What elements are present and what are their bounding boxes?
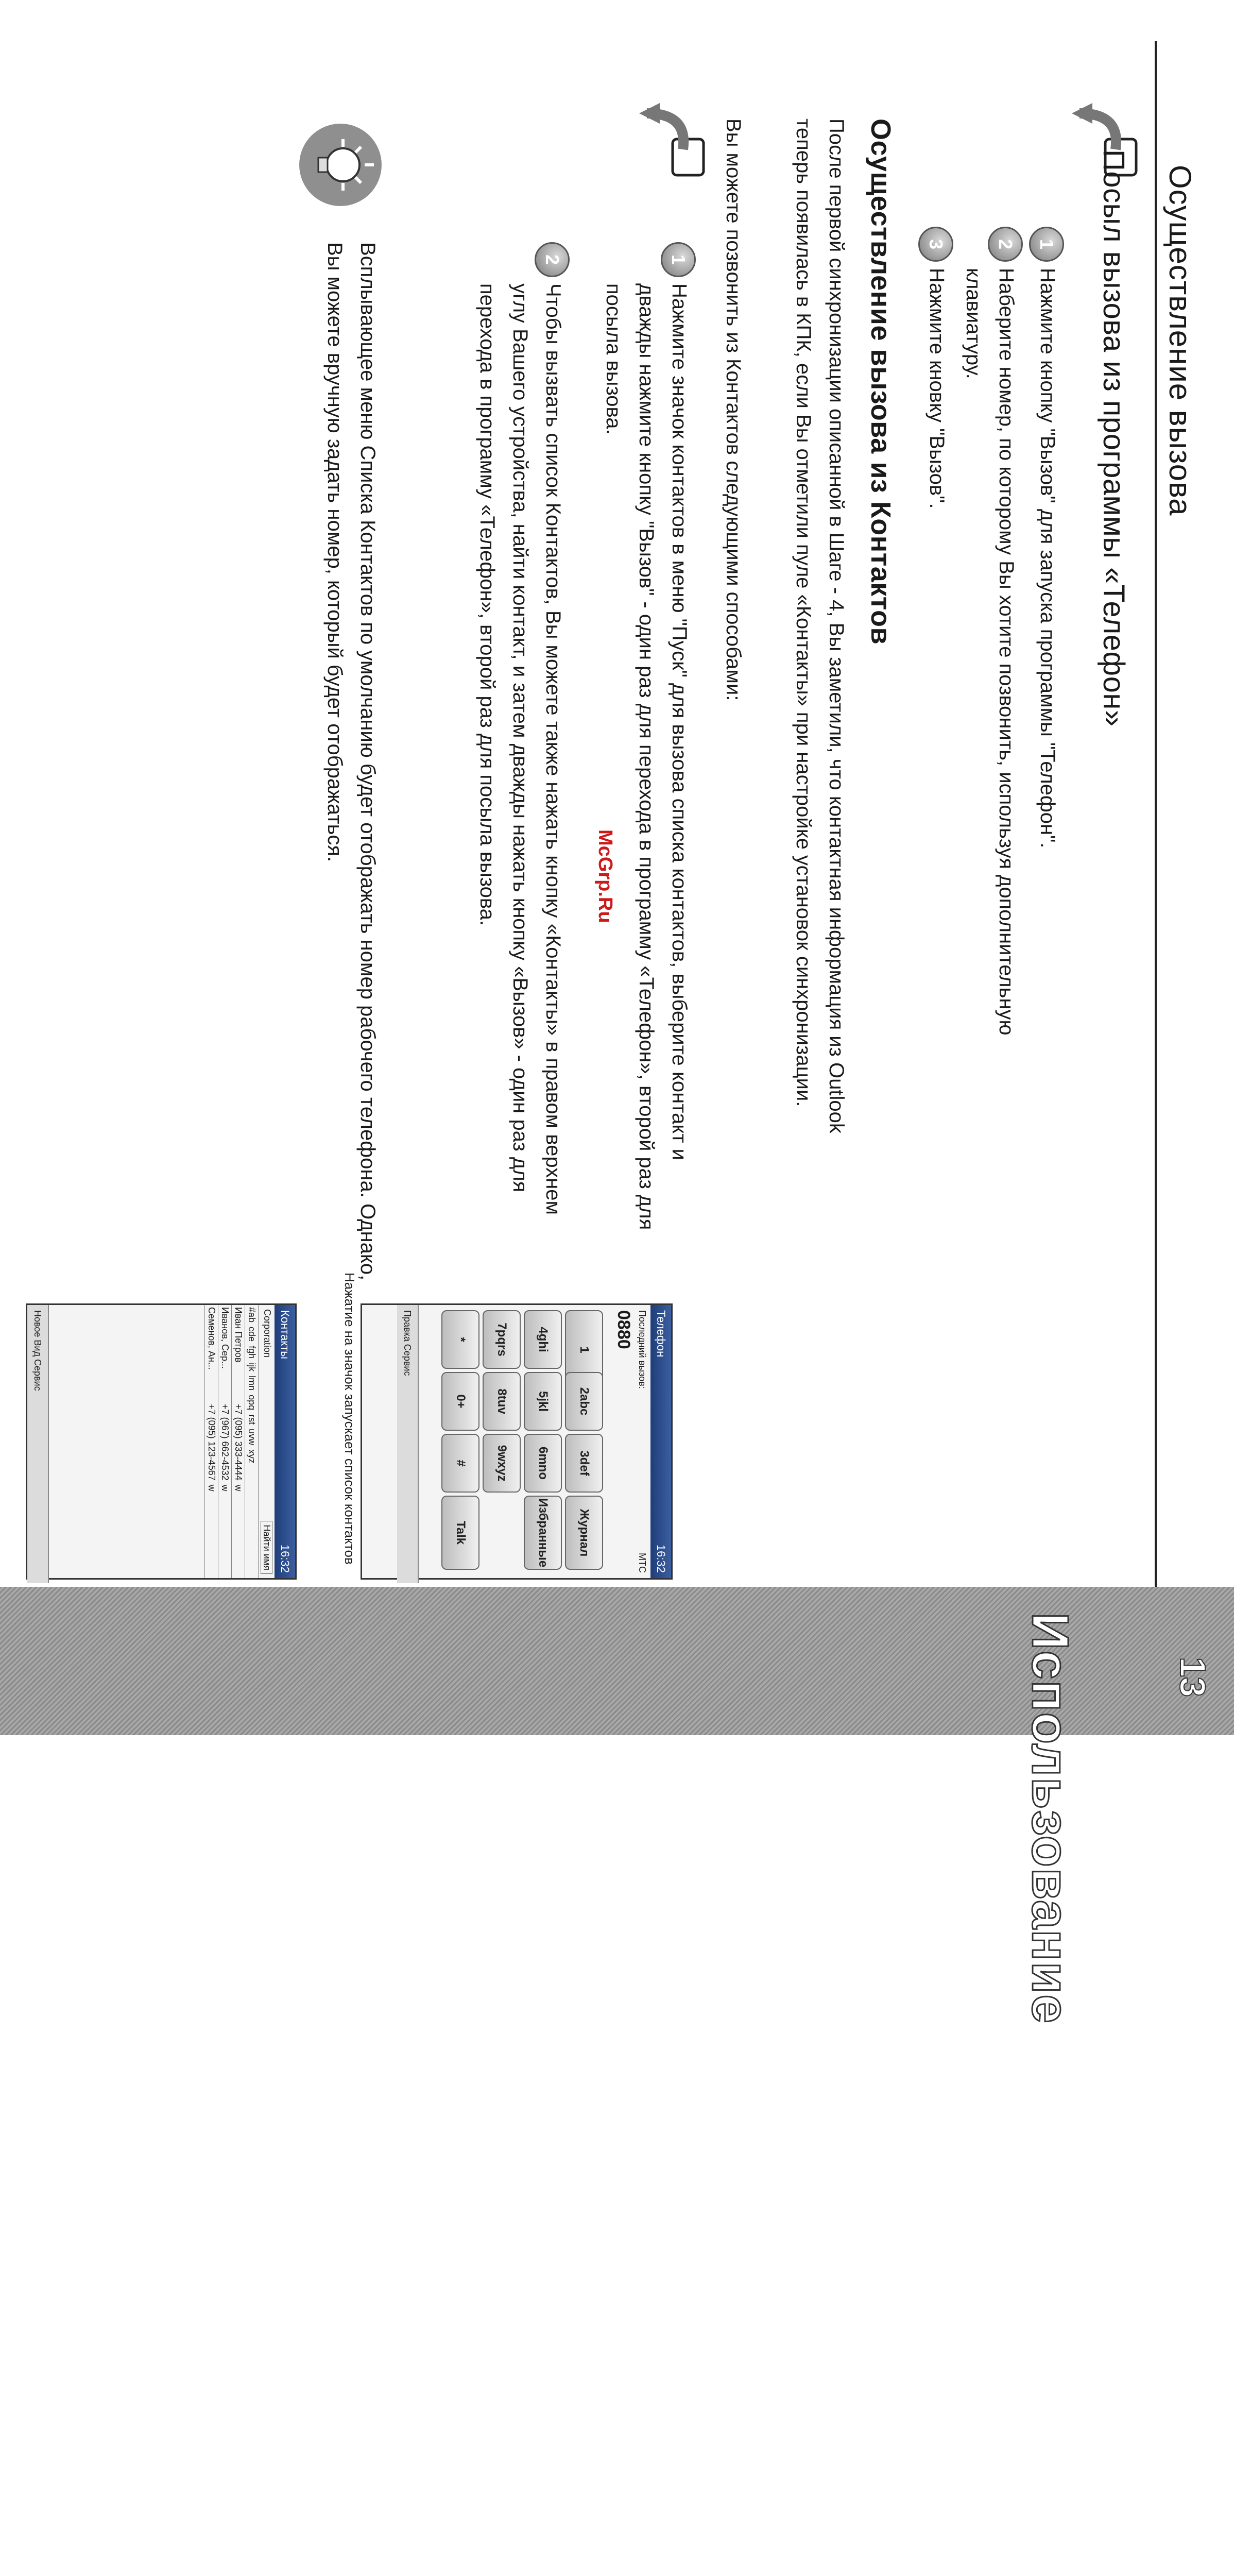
find-name-input[interactable]: Найти имя — [261, 1521, 272, 1574]
page-divider-line — [1155, 41, 1157, 1587]
key-star[interactable]: * — [441, 1310, 479, 1369]
talk-button[interactable]: Talk — [441, 1496, 479, 1570]
sub1-step-2-text: Наберите номер, по которому Вы хотите позвонить, используя дополнительную клавиатуру. — [962, 268, 1018, 1036]
alpha-tab[interactable]: lmn — [247, 1376, 257, 1391]
contacts-screenshot — [26, 1303, 297, 1580]
key-4[interactable]: 4ghi — [524, 1310, 562, 1369]
curved-arrow-icon — [637, 103, 709, 185]
key-6[interactable]: 6mno — [524, 1434, 562, 1493]
alpha-tab[interactable]: rst — [247, 1414, 257, 1425]
watermark: McGrp.Ru — [594, 829, 616, 923]
side-tab-title: Использование — [1021, 1613, 1079, 2025]
step-badge: 2 — [988, 227, 1023, 262]
alpha-tab[interactable]: ijk — [247, 1363, 257, 1372]
operator-label: МТС — [637, 1553, 647, 1573]
contact-name: Иванов, Сер... — [220, 1307, 230, 1369]
contact-phone-type: w — [233, 1484, 244, 1492]
key-1[interactable]: 1 — [565, 1310, 603, 1389]
phone-caption-text: Нажатие на значок запускает список контактов — [342, 1273, 357, 1565]
contacts-title-bar — [275, 1305, 295, 1578]
contact-phone-type: w — [207, 1484, 217, 1492]
phone-title: Телефон — [655, 1310, 667, 1358]
alpha-tab[interactable]: uvw — [247, 1429, 257, 1446]
contacts-title: Контакты — [279, 1310, 292, 1360]
contact-phone: +7 (095) 333-4444 — [233, 1404, 244, 1481]
sub1-title: Посыл вызова из программы «Телефон» — [1097, 149, 1130, 727]
table-row[interactable] — [218, 1305, 231, 1578]
contacts-menu-bar[interactable]: Новое Вид Сервис — [27, 1305, 49, 1583]
favorites-button[interactable]: Избранные — [524, 1496, 562, 1570]
sub2-intro: Вы можете позвонить из Контактов следующими способами: — [722, 118, 745, 701]
note-text: Всплывающее меню Списка Контактов по умолчанию будет отображать номер рабочего телефона. Однако, Вы можете вручную задать номер, который будет отображаться. — [323, 242, 379, 1281]
alpha-tab[interactable]: #ab — [247, 1307, 257, 1323]
last-call-label: Последний вызов: — [637, 1310, 647, 1389]
dial-number: 0880 — [614, 1310, 633, 1349]
contact-name: Семенов, Ан... — [207, 1307, 217, 1370]
call-log-button[interactable]: Журнал — [565, 1496, 603, 1570]
contacts-status: 16:32 — [279, 1544, 292, 1573]
key-0[interactable]: 0+ — [441, 1372, 479, 1431]
key-3[interactable]: 3def — [565, 1434, 603, 1493]
key-8[interactable]: 8tuv — [483, 1372, 521, 1431]
contact-phone: +7 (967) 662-4532 — [220, 1404, 230, 1481]
sub1-step-3-text: Нажмите кновку "Вызов". — [926, 268, 948, 509]
alpha-tabs — [245, 1305, 258, 1578]
step-badge: 1 — [661, 242, 696, 277]
lightbulb-icon — [297, 118, 384, 211]
phone-status: 16:32 — [655, 1544, 667, 1573]
sub2-step-1-text: Нажмите значок контактов в меню "Пуск" для вызова списка контактов, выберите контакт и дважды нажмите кнопку "Вызов" - один раз для перехода в программу «Телефон», второй раз для посыла вызова. — [602, 283, 691, 1230]
alpha-tab[interactable]: xyz — [247, 1449, 257, 1464]
step-badge: 3 — [918, 227, 953, 262]
step-badge: 1 — [1029, 227, 1064, 262]
key-hash[interactable]: # — [441, 1434, 479, 1493]
contact-phone: +7 (095) 123-4567 — [207, 1404, 217, 1481]
step-badge: 2 — [535, 242, 570, 277]
contact-name: Иван Петров — [233, 1307, 244, 1363]
sub1-step-1-text: Нажмите кнопку "Вызов" для запуска программы "Телефон". — [1036, 268, 1059, 849]
contact-phone-type: w — [220, 1484, 230, 1492]
section-title: Осуществление вызова — [1163, 165, 1197, 516]
phone-menu-bar[interactable]: Правка Сервис — [397, 1305, 419, 1583]
phone-title-bar — [650, 1305, 671, 1578]
table-row[interactable] — [231, 1305, 245, 1578]
key-9[interactable]: 9wxyz — [483, 1434, 521, 1493]
alpha-tab[interactable]: opq — [247, 1395, 257, 1411]
alpha-tab[interactable]: cde — [247, 1327, 257, 1342]
key-2[interactable]: 2abc — [565, 1372, 603, 1431]
phone-screenshot — [361, 1303, 673, 1580]
sub2-paragraph: После первой синхронизации описанной в Шаге - 4, Вы заметили, что контактная информация из Outlook теперь появилась в КПК, если Вы отметили пуле «Контакты» при настройке установок синхронизации. — [792, 118, 848, 1133]
key-5[interactable]: 5jkl — [524, 1372, 562, 1431]
key-7[interactable]: 7pqrs — [483, 1310, 521, 1369]
table-row[interactable] — [204, 1305, 218, 1578]
sub2-title: Осуществление вызова из Контактов — [865, 118, 896, 645]
sub2-step-2-text: Чтобы вызвать список Контактов, Вы можете также нажать кнопку «Контакты» в правом верхнем углу Вашего устройства, найти контакт, и затем дважды нажать кнопку «Вызов» - один раз для перехода в программу «Телефон», второй раз для посыла вызова. — [476, 283, 564, 1215]
alpha-tab[interactable]: fgh — [247, 1346, 257, 1359]
contacts-filter[interactable]: Corporation — [262, 1309, 272, 1358]
page-number: 13 — [1173, 1657, 1213, 1697]
